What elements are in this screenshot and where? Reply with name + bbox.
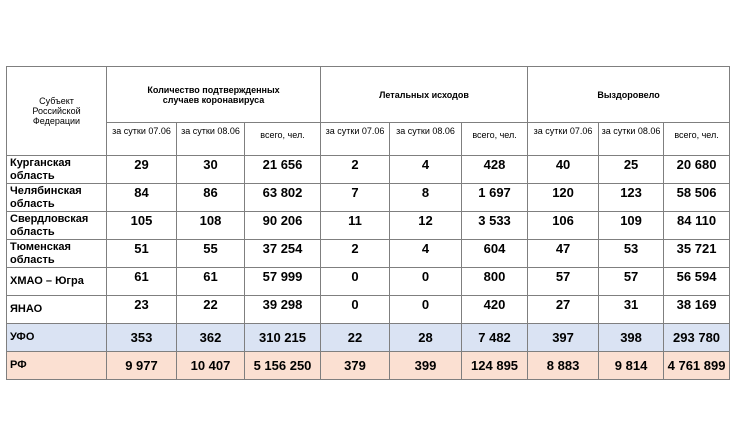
table-row <box>7 324 730 352</box>
table-row <box>7 352 730 380</box>
table-cell: 8 <box>390 184 462 212</box>
table-cell: 379 <box>321 352 390 380</box>
region-name: РФ <box>7 352 107 380</box>
table-cell: 293 780 <box>664 324 730 352</box>
table-cell: 39 298 <box>245 296 321 324</box>
table-row <box>7 212 730 240</box>
table-cell: 398 <box>599 324 664 352</box>
recovered-day1-header: за сутки 07.06 <box>528 123 599 156</box>
table-cell: 63 802 <box>245 184 321 212</box>
region-name: Свердловская область <box>7 212 107 240</box>
table-cell: 37 254 <box>245 240 321 268</box>
table-cell: 124 895 <box>462 352 528 380</box>
table-cell: 10 407 <box>177 352 245 380</box>
table-cell: 1 697 <box>462 184 528 212</box>
confirmed-day1-header: за сутки 07.06 <box>107 123 177 156</box>
deaths-day1-header: за сутки 07.06 <box>321 123 390 156</box>
table-cell: 12 <box>390 212 462 240</box>
table-cell: 0 <box>390 268 462 296</box>
covid-stats-table <box>6 66 730 380</box>
table-cell: 22 <box>177 296 245 324</box>
table-cell: 58 506 <box>664 184 730 212</box>
confirmed-day2-header: за сутки 08.06 <box>177 123 245 156</box>
region-name: Челябинская область <box>7 184 107 212</box>
table-cell: 35 721 <box>664 240 730 268</box>
table-cell: 31 <box>599 296 664 324</box>
table-cell: 28 <box>390 324 462 352</box>
table-cell: 123 <box>599 184 664 212</box>
subheader-row <box>7 123 730 156</box>
stats-table-wrapper <box>6 66 730 380</box>
table-cell: 29 <box>107 156 177 184</box>
table-cell: 7 <box>321 184 390 212</box>
recovered-total-header: всего, чел. <box>664 123 730 156</box>
table-cell: 51 <box>107 240 177 268</box>
table-cell: 11 <box>321 212 390 240</box>
table-cell: 3 533 <box>462 212 528 240</box>
table-cell: 4 <box>390 156 462 184</box>
table-cell: 20 680 <box>664 156 730 184</box>
table-cell: 120 <box>528 184 599 212</box>
table-cell: 0 <box>321 268 390 296</box>
table-cell: 47 <box>528 240 599 268</box>
recovered-day2-header: за сутки 08.06 <box>599 123 664 156</box>
table-cell: 109 <box>599 212 664 240</box>
table-cell: 7 482 <box>462 324 528 352</box>
confirmed-cases-header: Количество подтвержденных случаев коронавируса <box>107 67 321 123</box>
table-cell: 40 <box>528 156 599 184</box>
table-cell: 30 <box>177 156 245 184</box>
region-name: ХМАО – Югра <box>7 268 107 296</box>
table-cell: 84 <box>107 184 177 212</box>
table-cell: 8 883 <box>528 352 599 380</box>
table-cell: 800 <box>462 268 528 296</box>
table-cell: 23 <box>107 296 177 324</box>
confirmed-total-header: всего, чел. <box>245 123 321 156</box>
table-cell: 61 <box>107 268 177 296</box>
deaths-total-header: всего, чел. <box>462 123 528 156</box>
table-row <box>7 296 730 324</box>
table-cell: 0 <box>321 296 390 324</box>
table-cell: 353 <box>107 324 177 352</box>
table-cell: 105 <box>107 212 177 240</box>
table-cell: 9 814 <box>599 352 664 380</box>
table-cell: 604 <box>462 240 528 268</box>
table-cell: 0 <box>390 296 462 324</box>
table-cell: 38 169 <box>664 296 730 324</box>
table-cell: 57 <box>599 268 664 296</box>
table-cell: 84 110 <box>664 212 730 240</box>
table-cell: 53 <box>599 240 664 268</box>
table-row <box>7 240 730 268</box>
header-row <box>7 67 730 123</box>
table-cell: 310 215 <box>245 324 321 352</box>
deaths-day2-header: за сутки 08.06 <box>390 123 462 156</box>
region-name: Тюменская область <box>7 240 107 268</box>
table-cell: 86 <box>177 184 245 212</box>
table-cell: 420 <box>462 296 528 324</box>
table-cell: 56 594 <box>664 268 730 296</box>
table-cell: 397 <box>528 324 599 352</box>
table-cell: 9 977 <box>107 352 177 380</box>
table-cell: 399 <box>390 352 462 380</box>
region-name: Курганская область <box>7 156 107 184</box>
table-body <box>7 156 730 380</box>
table-cell: 428 <box>462 156 528 184</box>
table-cell: 4 761 899 <box>664 352 730 380</box>
table-row <box>7 156 730 184</box>
table-cell: 57 <box>528 268 599 296</box>
table-cell: 4 <box>390 240 462 268</box>
table-cell: 21 656 <box>245 156 321 184</box>
table-cell: 5 156 250 <box>245 352 321 380</box>
table-cell: 108 <box>177 212 245 240</box>
recovered-header: Выздоровело <box>528 67 730 123</box>
region-name: УФО <box>7 324 107 352</box>
table-row <box>7 268 730 296</box>
table-cell: 22 <box>321 324 390 352</box>
table-cell: 90 206 <box>245 212 321 240</box>
table-cell: 57 999 <box>245 268 321 296</box>
deaths-header: Летальных исходов <box>321 67 528 123</box>
table-cell: 27 <box>528 296 599 324</box>
table-cell: 55 <box>177 240 245 268</box>
table-cell: 2 <box>321 240 390 268</box>
subject-header: Субъект Российской Федерации <box>7 67 107 156</box>
table-cell: 25 <box>599 156 664 184</box>
table-cell: 106 <box>528 212 599 240</box>
table-cell: 362 <box>177 324 245 352</box>
table-row <box>7 184 730 212</box>
region-name: ЯНАО <box>7 296 107 324</box>
table-cell: 61 <box>177 268 245 296</box>
table-cell: 2 <box>321 156 390 184</box>
